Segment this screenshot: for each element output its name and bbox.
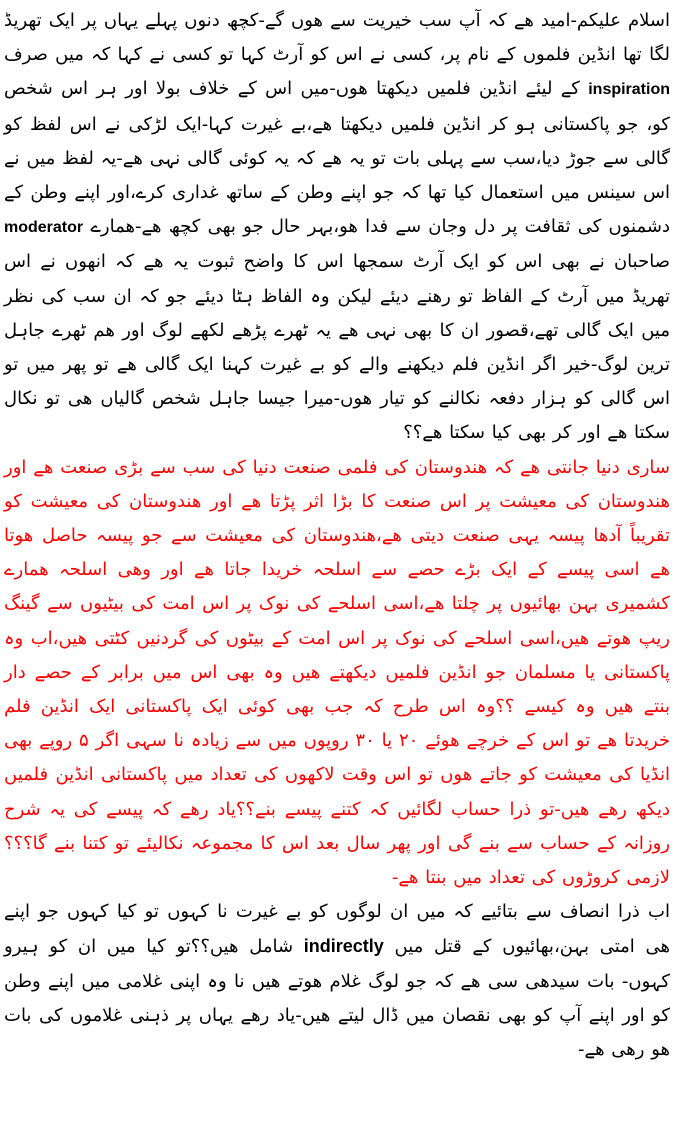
paragraph-conclusion-text-2: شامل ھیں؟؟تو کیا میں ان کو ہیرو کہوں- بات سیدھی سی ھے کہ جو لوگ غلام ھوتے ھیں نا وہ اپنی غلامی میں اپنے وطن کو اور اپنے آپ کو بھی نقصان میں ڈال لیتے ھیں-یاد رھے یہاں پر ذہنی غلاموں کی بات ھو رھی ھے-: [4, 936, 670, 1061]
english-word-moderator: moderator: [4, 219, 84, 237]
paragraph-economy: [4, 451, 670, 896]
paragraph-intro: [4, 4, 670, 451]
paragraph-economy-text: ساری دنیا جانتی ھے کہ ھندوستان کی فلمی صنعت دنیا کی سب سے بڑی صنعت ھے اور ھندوستان کی معیشت پر اس صنعت کا بڑا اثر پڑتا ھے اور ھندوستان کی معیشت کو تقریباً آدھا پیسہ یہی صنعت دیتی ھے،ھندوستان کی معیشت سے جو پیسہ حاصل ھوتا ھے اسی پیسے کے ایک بڑے حصے سے اسلحہ خریدا جاتا ھے اور وھی اسلحہ ھمارے کشمیری بہن بھائیوں پر چلتا ھے،اسی اسلحے کی نوک پر اس امت کی بیٹیوں سے گینگ ریپ ھوتے ھیں،اسی اسلحے کی نوک پر اس امت کے بیٹوں کی گردنیں کٹتی ھیں،اب وہ پاکستانی یا مسلمان جو انڈین فلمیں دیکھتے ھیں وہ بھی اس میں برابر کے حصے دار بنتے ھیں وہ کیسے ؟؟وہ اس طرح کہ جب بھی کوئی ایک پاکستانی ایک انڈین فلم خریدتا ھے تو اس کے خرچے ھوئے ۲۰ یا ۳۰ روپوں میں سے زیادہ نا سہی اگر ۵ روپے بھی انڈیا کی معیشت کو جاتے ھوں تو اس وقت لاکھوں کی تعداد میں پاکستانی انڈین فلمیں دیکھ رھے ھیں-تو ذرا حساب لگائیں کہ کتنے پیسے بنے؟؟یاد رھے کہ پیسے کی یہ شرح روزانہ کے حساب سے بنے گی اور پھر سال بعد اس کا مجموعہ نکالیئے تو کتنا بنے گا؟؟؟لازمی کروڑوں کی تعداد میں بنتا ھے-: [4, 456, 671, 889]
paragraph-intro-text-2: کے لیئے انڈین فلمیں دیکھتا ھوں-میں اس کے خلاف بولا اور ہر اس شخص کو، جو پاکستانی ہو کر انڈین فلمیں دیکھتا ھے،بے غیرت کہا-ایک لڑکی نے اس لفظ کو گالی سے جوڑ دیا،سب سے پہلی بات تو یہ ھے کہ یہ کوئی گالی نہی ھے-یہ لفظ میں نے اس سینس میں استعمال کیا تھا کہ جو اپنے وطن کے ساتھ غداری کرے،اور اپنے وطن کے دشمنوں کی ثقافت پر دل وجان سے فدا ھو،بہر حال جو بھی کچھ ھے-ھمارے: [4, 78, 670, 238]
english-word-inspiration: inspiration: [588, 81, 670, 99]
paragraph-intro-text-1: اسلام علیکم-امید ھے کہ آپ سب خیریت سے ھوں گے-کچھ دنوں پہلے یہاں پر ایک تھریڈ لگا تھا انڈین فلموں کے نام پر، کسی نے اس کو آرٹ کہا تو کسی نے کہا کہ میں صرف: [4, 10, 670, 66]
english-word-indirectly: indirectly: [303, 936, 384, 957]
paragraph-conclusion: [4, 895, 670, 1067]
paragraph-conclusion-text-1: اب ذرا انصاف سے بتائیے کہ میں ان لوگوں کو بے غیرت نا کہوں تو کیا کہوں جو اپنے ھی امتی بہن،بھائیوں کے قتل میں: [4, 901, 670, 958]
paragraph-intro-text-3: صاحبان نے بھی اس کو ایک آرٹ سمجھا اس کا واضح ثبوت یہ ھے کہ انھوں نے اس تھریڈ میں آرٹ کے الفاظ تو رھنے دیئے لیکن وہ الفاظ ہٹا دیئے جو کہ ان سب کی نظر میں ایک گالی تھے،قصور ان کا بھی نہی ھے یہ ٹھرے پڑھے لکھے لوگ اور ھم ٹھرے جاہل ترین لوگ-خیر اگر انڈین فلم دیکھنے والے کو بے غیرت کہنا ایک گالی ھے تو پھر میں تو اس گالی کو ہزار دفعہ نکالنے کو تیار ھوں-میرا جیسا جاہل شخص گالیاں ھی تو نکال سکتا ھے اور کر بھی کیا سکتا ھے؟؟: [4, 251, 670, 444]
